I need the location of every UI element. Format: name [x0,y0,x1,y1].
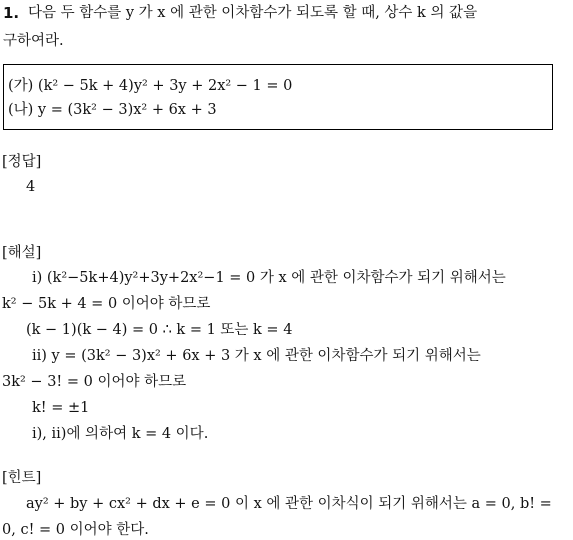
answer-value: 4 [26,179,36,195]
problem-text-line1: 다음 두 함수를 y 가 x 에 관한 이차함수가 되도록 할 때, 상수 k 의 값을 [28,5,478,21]
explanation-line3: (k − 1)(k − 4) = 0 ∴ k = 1 또는 k = 4 [26,322,293,338]
conditions-box [3,64,553,130]
explanation-line1: ⅰ) (k²−5k+4)y²+3y+2x²−1 = 0 가 x 에 관한 이차함수가 되기 위해서는 [32,270,506,286]
hint-line1: ay² + by + cx² + dx + e = 0 이 x 에 관한 이차식이 되기 위해서는 a = 0, b! = [26,496,552,512]
explanation-line5: 3k² − 3! = 0 이어야 하므로 [2,374,187,390]
problem-text-line2: 구하여라. [3,33,64,49]
explanation-line4: ⅱ) y = (3k² − 3)x² + 6x + 3 가 x 에 관한 이차함수가 되기 위해서는 [32,348,481,364]
answer-label: [정답] [2,154,42,170]
explanation-line2: k² − 5k + 4 = 0 이어야 하므로 [2,296,211,312]
condition-ga: (가) (k² − 5k + 4)y² + 3y + 2x² − 1 = 0 [8,78,293,94]
problem-number: 1. [3,4,20,22]
explanation-line6: k! = ±1 [32,400,90,416]
explanation-line7: ⅰ), ⅱ)에 의하여 k = 4 이다. [32,426,209,442]
explanation-label: [해설] [2,245,42,261]
hint-line2: 0, c! = 0 이어야 한다. [2,522,149,538]
hint-label: [힌트] [2,470,42,486]
condition-na: (나) y = (3k² − 3)x² + 6x + 3 [8,102,217,118]
